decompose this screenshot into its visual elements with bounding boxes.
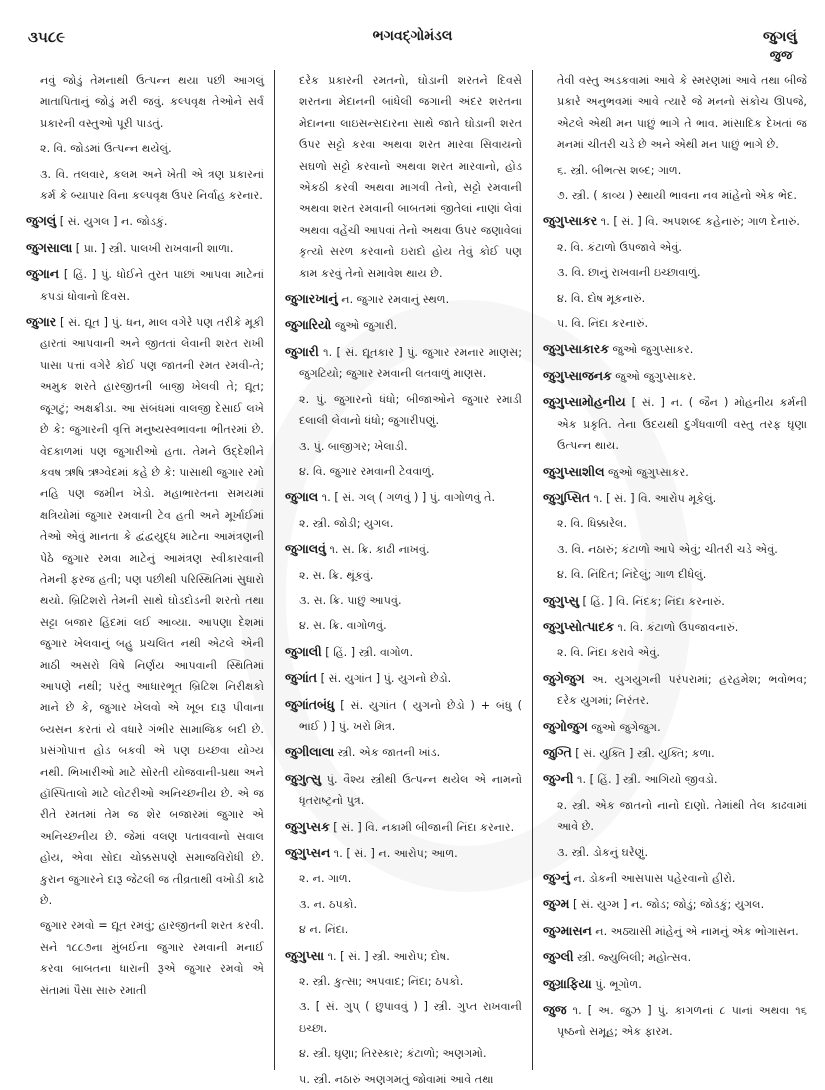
definition: ૧. [ સં. ] વિ. આરોપ મૂકેલું. [590, 491, 717, 505]
dictionary-entry [285, 694, 522, 738]
headword: જુગુપ્સન [285, 845, 331, 860]
dictionary-entry [543, 487, 807, 509]
headword: જુગુપ્સાકર [543, 213, 598, 229]
dictionary-entry [543, 893, 807, 915]
dictionary-entry [543, 920, 807, 942]
definition: જુઓ જુગુપ્સાકર. [608, 343, 694, 357]
headword: જુગ્મ [543, 896, 570, 912]
definition: સ્ત્રી. એક જાતની ખાંડ. [334, 746, 441, 760]
definition: ૧. [ સં. ગલ્ ( ગળવું ) ] પું. વાગોળવું તે. [318, 491, 496, 505]
headword: જુગાંત [285, 670, 318, 686]
headword: જુગસાલા [26, 239, 73, 255]
sense-definition: ૩. વિ. છાનું રાખવાની ઇચ્છાવાળું. [557, 266, 701, 280]
sense-definition: ૪. સ. ક્રિ. વાગોળવું. [299, 619, 387, 633]
sense-definition: ૪. વિ. જુગાર રમવાની ટેવવાળું. [299, 464, 435, 478]
headword: જુજ [543, 1002, 567, 1018]
definition: ૧. સ. ક્રિ. કાઢી નાખવું. [325, 543, 430, 557]
headword: જુગાલ [285, 489, 319, 505]
running-title: ભગવદ્ગોમંડલ [372, 28, 453, 44]
dictionary-entry [543, 973, 807, 995]
sense-definition: ૩. વિ. નઠારું; કંટાળો આપે એવું; ચીતરી ચડે એવું. [557, 542, 778, 556]
guide-word-first: જુગલું [762, 29, 797, 45]
dictionary-entry [285, 288, 522, 310]
dictionary-entry [285, 314, 522, 336]
sense-definition: ૫. વિ. નિંદા કરનારું. [557, 317, 649, 331]
sense-definition: ૪. વિ. નિંદિત; નિંદેલું; ગાળ દીધેલું. [557, 568, 707, 582]
dictionary-entry [285, 641, 522, 663]
dictionary-entry [26, 237, 264, 259]
definition: ન. જુગાર રમવાનું સ્થળ. [337, 293, 450, 307]
headword: જુગુપ્સોત્પાદક [543, 618, 614, 634]
continued-definition: તેવી વસ્તુ અડકવામાં આવે કે સ્મરણમાં આવે તથા બીજે પ્રકારે અનુભવમાં આવે ત્યારે જે મનનો સંકોચ ઊપજે, એટલે એથી મન પાછું ભાગે તે ભાવ. માંસાદિક દેખતાં જ મનમાં ચીતરી ચડે છે અને એથી મન પાછું ભાગે છે. [557, 74, 807, 152]
definition: [ સં. દ્યૂત ] પું. ધન, માલ વગેરે પણ તરીકે મૂકી હારતાં આપવાની અને જીતતાં લેવાની શરત રાખી પાસા પત્તાં વગેરે કોઈ પણ જાતની રમત રમવી-તે; અમુક શરતે હારજીતની બાજી ખેલવી તે; દ્યૂત; જૂગટું; અક્ષક્રીડા. આ સંબંધમાં વાલજી દેસાઈ લખે છે કે: જુગારની વૃત્તિ મનુષ્યસ્વભાવના ભીતરમાં છે. વેદકાળમાં પણ જુગારીઓ હતા. તેમને ઉદ્દેશીને કવષ ઋષિ ઋગ્વેદમાં કહે છે કે: પાસાથી જુગાર રમો નહિ પણ જમીન ખેડો. મહાભારતના સમયમાં ક્ષત્રિયોમાં જુગાર રમવાની ટેવ હતી અને મૂર્ખાઈમાં તેઓ એવું માનતા કે દ્વંદ્વયુદ્ધ માટેના આમંત્રણની પેઠે જુગાર રમવા માટેનું આમંત્રણ સ્વીકારવાની તેમની ફરજ હતી; પણ પછીથી પરિસ્થિતિમાં સુધારો થયો. બ્રિટિશરો તેમની સાથે ઘોડદોડની શરતો તથા સટ્ટા બજાર હિંદમાં લઈ આવ્યા. આપણા દેશમાં જુગાર ખેલવાનું બહુ પ્રચલિત નથી એટલે એની માઠી અસરો વિષે નિર્ણય આપવાની સ્થિતિમાં આપણે નથી; પરંતુ આધારભૂત બ્રિટિશ નિરીક્ષકો માને છે કે, જુગાર ખેલવો એ ખૂબ દારૂ પીવાના બ્યસન કરતાં યે વધારે ગંભીર સામાજિક બદી છે. પ્રસંગોપાત્ત હોડ બકવી એ પણ ઇચ્છવા યોગ્ય નથી. ભિખારીઓ માટે સોરતી યોજવાની-પ્રથા અને હૉસ્પિતાલો માટે લોટરીઓ અનિચ્છનીય છે. એ જ રીતે રમતમાં તેમ જ શેર બજારમાં જુગાર એ અનિચ્છનીય છે. જેમાં વલણ પતાવવાનો સવાલ હોય, એવા સોદા ચોક્કસપણે સમાજવિરોધી છે. કુરાન જુગારને દારૂ જેટલી જ તીવ્રતાથી વખોડી કાઢે છે. [40, 316, 264, 908]
headword: જુગુત્સુ [285, 770, 321, 786]
column-1 [22, 70, 275, 1070]
sense-definition: ૩. [ સં. ગુપ્ ( છુપાવવું ) ] સ્ત્રી. ગુપ્ત રાખવાની ઇચ્છા. [299, 1000, 522, 1035]
definition: ૧. [ સં. ] સ્ત્રી. આરોપ; દોષ. [324, 949, 450, 963]
headword: જુગ્માસન [543, 922, 592, 938]
dictionary-entry [543, 461, 807, 483]
headword: જુગુપ્સિત [543, 489, 590, 505]
dictionary-entry [543, 616, 807, 638]
sense-definition: ૨. ન. ગાળ. [299, 872, 352, 886]
sense-definition: ૨. વિ. કંટાળો ઉપજાવે એવું. [557, 240, 682, 254]
headword: જુગાર [26, 314, 57, 330]
definition: ન. ડોકની આસપાસ પહેરવાનો હીરો. [569, 872, 736, 885]
page-header [0, 28, 825, 68]
headword: જુગેજુગ [543, 670, 585, 686]
headword: જુગારિયો [285, 317, 332, 333]
page-number: ૩૫૮૯ [28, 28, 65, 46]
definition: [ હિં. ] સ્ત્રી. વાગોળ. [321, 645, 414, 659]
dictionary-entry [543, 742, 807, 764]
definition: ૧. [ સં. દ્યૂતકાર ] પું. જુગાર રમનાર માણસ; જુગટિયો; જુગાર રમવાની લતવાળું માણસ. [299, 345, 522, 381]
dictionary-entry [26, 263, 264, 307]
dictionary-entry [543, 590, 807, 612]
definition: [ સં. ] વિ. નકામી બીજાની નિંદા કરનાર. [329, 820, 515, 834]
definition: ૧. [ સં. ] વિ. અપશબ્દ કહેનારું; ગાળ દેનારું. [597, 215, 800, 229]
sense-definition: ૩. સ. ક્રિ. પાછું આપવું. [299, 593, 402, 607]
definition: જુઓ જુગેજુગ. [587, 720, 661, 734]
dictionary-entry [285, 945, 522, 967]
headword: જુગાંતબંધુ [285, 696, 335, 712]
definition: [ હિં. ] પું. ધોઈને તુરત પાછાં આપવા માટેનાં કપડાં ધોવાનો દિવસ. [40, 268, 264, 303]
sense-definition: ૩. સ્ત્રી. ડોકનું ઘરેણું. [557, 845, 649, 859]
definition: [ સં. યુગાંત ] પું. યુગનો છેડો. [317, 672, 452, 686]
sense-definition: ૨. પું. જુગારનો ધંધો; બીજાઓને જુગાર રમાડી દલાલી લેવાનો ધંધો; જુગારીપણું. [299, 392, 522, 428]
sense-definition: ૨. સ્ત્રી. જોડી; યુગલ. [299, 516, 394, 530]
guide-word-last: જુજ [768, 48, 792, 62]
dictionary-entry [285, 816, 522, 838]
dictionary-entry [543, 365, 807, 387]
sense-definition: ૩. વિ. તલવાર, કલમ અને ખેતી એ ત્રણ પ્રકારનાં કર્મ કે બ્યાપાર વિના કલ્પવૃક્ષ ઉપર નિર્વાહ કરનાર. [40, 167, 264, 203]
definition: ૧. [ હિં. ] સ્ત્રી. આગિયો જીવડો. [573, 773, 718, 787]
dictionary-entry [285, 341, 522, 385]
headword: જુગુપ્સામોહનીય [543, 394, 626, 410]
headword: જુગુપ્સક [285, 818, 330, 834]
dictionary-entry [543, 668, 807, 712]
headword: જુગીલાલા [285, 744, 335, 760]
sense-definition: ૩. ન. ઠપકો. [299, 897, 358, 911]
headword: જુગ્રાફિયા [543, 975, 592, 991]
continued-definition: નવું જોડું તેમનાથી ઉત્પન્ન થયા પછી આગલું માતાપિતાનું જોડું મરી જવું. કલ્પવૃક્ષ તેઓને સર્વ પ્રકારની વસ્તુઓ પૂરી પાડતું. [40, 74, 264, 130]
dictionary-entry [543, 768, 807, 790]
sense-definition: ૪ ન. નિંદા. [299, 923, 349, 937]
headword: જુગુપ્સાજનક [543, 367, 612, 383]
headword: જુગ્તિ [543, 744, 572, 760]
definition: જુઓ જુગુપ્સાકર. [604, 465, 689, 479]
definition: જુઓ જુગુપ્સાકર. [611, 369, 697, 383]
headword: જુગાલવું [285, 541, 326, 557]
definition: ન. અઠ્યાસી માંહેનું એ નામનું એક ભોગાસન. [591, 924, 799, 938]
sense-definition: ૨. વિ. જોડમાં ઉત્પન્ન થયેલું. [40, 142, 172, 156]
definition: પું. ભૂગોળ. [591, 977, 642, 991]
definition: [ પ્રા. ] સ્ત્રી. પાલખી રાખવાની શાળા. [72, 241, 234, 255]
definition: ૧. [ સં. ] ન. આરોપ; આળ. [330, 847, 458, 860]
headword: જુગાન [26, 266, 60, 282]
headword: જુગ્નું [543, 870, 570, 885]
dictionary-entry [285, 741, 522, 763]
headword: જુગુપ્સા [285, 947, 325, 963]
dictionary-entry [285, 768, 522, 812]
dictionary-entry [285, 538, 522, 560]
headword: જુગોજુગ [543, 718, 588, 734]
headword: જુગ્ની [543, 771, 574, 787]
definition: ૧. વિ. કંટાળો ઉપજાવનારું. [614, 620, 739, 634]
headword: જુગારી [285, 343, 319, 359]
definition: [ સં. યુક્તિ ] સ્ત્રી. યુક્તિ; કળા. [571, 746, 715, 760]
definition: જુઓ જુગારી. [331, 319, 398, 333]
definition: [ હિં. ] વિ. નિંદક; નિંદા કરનારું. [578, 594, 725, 608]
sense-definition: ૨. સ્ત્રી. કુત્સા; અપવાદ; નિંદા; ઠપકો. [299, 975, 464, 989]
dictionary-entry [285, 842, 522, 864]
sense-definition: ૨. સ્ત્રી. એક જાતનો નાનો દાણો. તેમાંથી તેલ કાઢવામાં આવે છે. [557, 798, 807, 834]
headword: જુગારખાનું [285, 291, 338, 307]
dictionary-entry [543, 867, 807, 889]
sense-definition: ૬. સ્ત્રી. બીભત્સ શબ્દ; ગાળ. [557, 163, 682, 177]
column-3 [533, 70, 807, 1070]
dictionary-entry [543, 999, 807, 1043]
sense-definition: ૨. સ. ક્રિ. થૂંકવું. [299, 568, 374, 582]
sense-definition: જુગાર રમવો = દ્યૂત રમવું; હારજીતની શરત કરવી. સને ૧૮૮૭ના મુંબઈના જુગાર રમવાની મનાઈ કરવા બાબતના ધારાની રૂએ જુગાર રમવો એ સંતામાં પૈસા સારુ રમાતી [40, 919, 264, 997]
sense-definition: ૫. સ્ત્રી. નઠારું અણગમતું જોવામાં આવે તથા [299, 1072, 494, 1086]
guide-words [763, 28, 797, 64]
headword: જુગલું [26, 213, 57, 229]
definition: [ સં. ] ન. ( જૈન ) મોહનીય કર્મની એક પ્રકૃતિ. તેના ઉદયથી દુર્ગંધવાળી વસ્તુ તરફ ઘૃણા ઉત્પન્ન થાય. [557, 396, 807, 453]
sense-definition: ૭. સ્ત્રી. ( કાવ્ય ) સ્થાયી ભાવના નવ માંહેનો એક ભેદ. [557, 189, 797, 203]
definition: [ સં. યુગલ ] ન. જોડકું. [56, 215, 168, 229]
sense-definition: ૨. વિ. ધિક્કારેલ. [557, 517, 627, 531]
sense-definition: ૪. સ્ત્રી. ઘૃણા; તિરસ્કાર; કંટાળો; અણગમો. [299, 1047, 487, 1061]
column-2 [275, 70, 533, 1086]
headword: જુગુપ્સાશીલ [543, 463, 605, 479]
sense-definition: ૪. વિ. દોષ મૂકનારું. [557, 291, 646, 305]
headword: જુગુપ્સુ [543, 592, 579, 608]
dictionary-entry [285, 486, 522, 508]
sense-definition: ૩. પું. બાજીગર; ખેલાડી. [299, 439, 408, 453]
dictionary-entry [543, 391, 807, 456]
dictionary-entry [26, 311, 264, 911]
dictionary-entry [543, 716, 807, 738]
dictionary-entry [543, 210, 807, 232]
dictionary-entry [543, 946, 807, 968]
continued-definition: દરેક પ્રકારની રમતનો, ઘોડાની શરતને દિવસે શરતના મેદાનની બાંધેલી જગાની અંદર શરતના મેદાનના લાઇસન્સદારના સાથે જાતે ઘોડાની શરત ઉપર સટ્ટો કરવા અથવા શરત મારવા સિવાયનો સઘળો સટ્ટો કરવાનો અથવા શરત મારવાનો, હોડ એકઠી કરવી અથવા માગવી તેનો, સટ્ટો રમવાની અથવા શરત રમવાની બાબતમાં જીતેલાં નાણાં લેવાં અથવા વહેંચી આપવાં તેનો અથવા ઉપર જણાવેલાં કૃત્યો સરળ કરવાનો ઇરાદો હોય તેવું કોઈ પણ કામ કરવું તેનો સમાવેશ થાય છે. [299, 74, 522, 280]
dictionary-entry [543, 338, 807, 360]
definition: ૧. [ અ. જુઝ ] પું. કાગળનાં ૮ પાનાં અથવા ૧૬ પૃષ્ઠનો સમૂહ; એક ફારમ. [557, 1004, 807, 1039]
headword: જુગાલી [285, 643, 322, 659]
dictionary-columns [22, 70, 807, 1086]
dictionary-entry [26, 210, 264, 232]
definition: [ સં. યુગાંત ( યુગનો છેડો ) + બંધુ ( ભાઈ ) ] પું. ખરો મિત્ર. [299, 698, 522, 733]
definition: [ સં. યુગ્મ ] ન. જોડ; જોડું; જોડકું; યુગલ. [569, 898, 765, 912]
headword: જુગ્લી [543, 949, 574, 965]
headword: જુગુપ્સાકારક [543, 341, 609, 357]
definition: પું. વૈશ્ય સ્ત્રીથી ઉત્પન્ન થયેલ એ નામનો ધૃતરાષ્ટ્રનો પુત્ર. [299, 772, 522, 808]
dictionary-entry [285, 667, 522, 689]
definition: સ્ત્રી. જ્યુબિલી; મહોત્સવ. [573, 951, 692, 965]
sense-definition: ૨. વિ. નિંદા કરાવે એવું. [557, 646, 660, 660]
definition: અ. યુગયુગની પરંપરામાં; હરહમેશ; ભવોભવ; દરેક યુગમાં; નિરંતર. [557, 672, 807, 708]
